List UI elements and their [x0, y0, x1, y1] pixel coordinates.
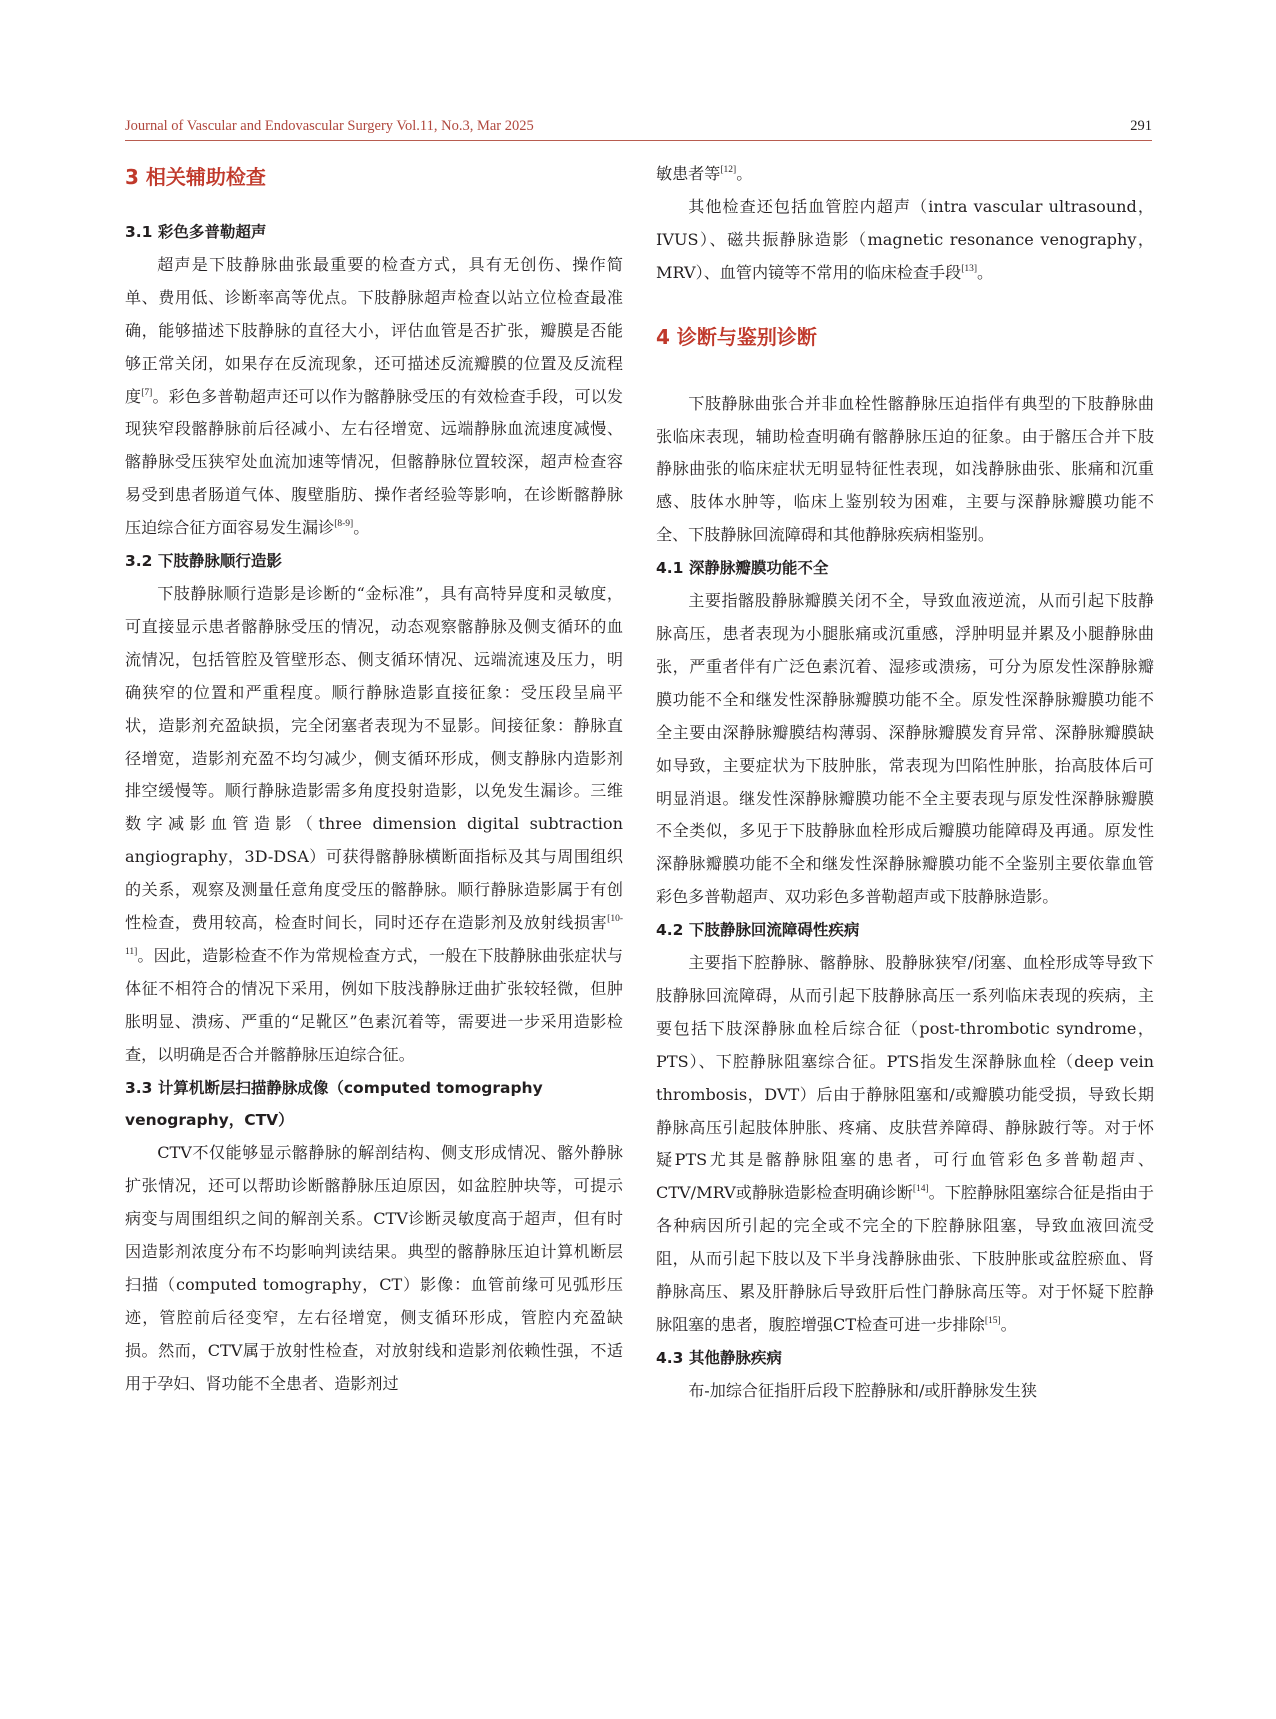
journal-citation: Journal of Vascular and Endovascular Surgery Vol.11, No.3, Mar 2025	[125, 118, 534, 134]
section-4-paragraph: 下肢静脉曲张合并非血栓性髂静脉压迫指伴有典型的下肢静脉曲张临床表现，辅助检查明确有髂静脉压迫的征象。由于髂压合并下肢静脉曲张的临床症状无明显特征性表现，如浅静脉曲张、胀痛和沉重感、肢体水肿等，临床上鉴别较为困难，主要与深静脉瓣膜功能不全、下肢静脉回流障碍和其他静脉疾病相鉴别。	[656, 393, 1154, 545]
citation[interactable]: [10-11]	[125, 914, 623, 957]
section-3-heading: 3 相关辅助检查	[125, 165, 266, 189]
section-3-2-paragraph: 下肢静脉顺行造影是诊断的“金标准”，具有高特异度和灵敏度，可直接显示患者髂静脉受压的情况，动态观察髂静脉及侧支循环的血流情况，包括管腔及管壁形态、侧支循环情况、远端流速及压力，明确狭窄的位置和严重程度。顺行静脉造影直接征象：受压段呈扁平状，造影剂充盈缺损，完全闭塞者表现为不显影。间接征象：静脉直径增宽，造影剂充盈不均匀减少，侧支循环形成，侧支静脉内造影剂排空缓慢等。顺行静脉造影需多角度投射造影，以免发生漏诊。三维数字减影血管造影（three dimension digital subtraction angiography，3D-DSA）可获得髂静脉横断面指标及其与周围组织的关系，观察及测量任意角度受压的髂静脉。顺行静脉造影属于有创性检查，费用较高，检查时间长，同时还存在造影剂及放射线损害[10-11]。因此，造影检查不作为常规检查方式，一般在下肢静脉曲张症状与体征不相符合的情况下采用，例如下肢浅静脉迂曲扩张较轻微，但肿胀明显、溃疡、严重的“足靴区”色素沉着等，需要进一步采用造影检查，以明确是否合并髂静脉压迫综合征。	[125, 583, 623, 1064]
citation[interactable]: [13]	[961, 263, 978, 274]
section-3-2-heading: 3.2 下肢静脉顺行造影	[125, 552, 282, 571]
citation[interactable]: [8-9]	[334, 519, 354, 530]
page-number: 291	[1130, 118, 1152, 134]
section-4-2-paragraph: 主要指下腔静脉、髂静脉、股静脉狭窄/闭塞、血栓形成等导致下肢静脉回流障碍，从而引起下肢静脉高压一系列临床表现的疾病，主要包括下肢深静脉血栓后综合征（post-thrombotic syndrome，PTS）、下腔静脉阻塞综合征。PTS指发生深静脉血栓（deep vein thrombosis，DVT）后由于静脉阻塞和/或瓣膜功能受损，导致长期静脉高压引起肢体肿胀、疼痛、皮肤营养障碍、静脉跛行等。对于怀疑PTS尤其是髂静脉阻塞的患者，可行血管彩色多普勒超声、CTV/MRV或静脉造影检查明确诊断[14]。下腔静脉阻塞综合征是指由于各种病因所引起的完全或不完全的下腔静脉阻塞，导致血液回流受阻，从而引起下肢以及下半身浅静脉曲张、下肢肿胀或盆腔瘀血、肾静脉高压、累及肝静脉后导致肝后性门静脉高压等。对于怀疑下腔静脉阻塞的患者，腹腔增强CT检查可进一步排除[15]。	[656, 953, 1154, 1334]
section-3-1-heading: 3.1 彩色多普勒超声	[125, 223, 267, 241]
continued-paragraph: 敏患者等[12]。	[656, 164, 753, 183]
citation[interactable]: [7]	[141, 387, 153, 398]
citation[interactable]: [12]	[720, 165, 737, 175]
citation[interactable]: [14]	[912, 1184, 929, 1195]
left-column	[125, 158, 623, 1401]
section-4-heading: 4 诊断与鉴别诊断	[656, 324, 817, 349]
section-3-3-heading: 3.3 计算机断层扫描静脉成像（computed tomography venography，CTV）	[125, 1078, 543, 1130]
citation[interactable]: [15]	[984, 1316, 1001, 1326]
section-4-3-heading: 4.3 其他静脉疾病	[656, 1348, 782, 1367]
section-3-1-paragraph: 超声是下肢静脉曲张最重要的检查方式，具有无创伤、操作简单、费用低、诊断率高等优点。下肢静脉超声检查以站立位检查最准确，能够描述下肢静脉的直径大小，评估血管是否扩张，瓣膜是否能够正常关闭，如果存在反流现象，还可描述反流瓣膜的位置及反流程度[7]。彩色多普勒超声还可以作为髂静脉受压的有效检查手段，可以发现狭窄段髂静脉前后径减小、左右径增宽、远端静脉血流速度减慢、髂静脉受压狭窄处血流加速等情况，但髂静脉位置较深，超声检查容易受到患者肠道气体、腹壁脂肪、操作者经验等影响，在诊断髂静脉压迫综合征方面容易发生漏诊[8-9]。	[125, 254, 624, 538]
section-4-3-paragraph: 布-加综合征指肝后段下腔静脉和/或肝静脉发生狭	[688, 1380, 1038, 1400]
right-column	[656, 158, 1154, 1408]
section-4-2-heading: 4.2 下肢静脉回流障碍性疾病	[656, 921, 860, 940]
section-4-1-heading: 4.1 深静脉瓣膜功能不全	[656, 559, 829, 578]
section-3-3-paragraph: CTV不仅能够显示髂静脉的解剖结构、侧支形成情况、髂外静脉扩张情况，还可以帮助诊断髂静脉压迫原因，如盆腔肿块等，可提示病变与周围组织之间的解剖关系。CTV诊断灵敏度高于超声，但有时因造影剂浓度分布不均影响判读结果。典型的髂静脉压迫计算机断层扫描（computed tomography，CT）影像：血管前缘可见弧形压迹，管腔前后径变窄，左右径增宽，侧支循环形成，管腔内充盈缺损。然而，CTV属于放射性检查，对放射线和造影剂依赖性强，不适用于孕妇、肾功能不全患者、造影剂过	[125, 1143, 623, 1393]
other-exams-paragraph: 其他检查还包括血管腔内超声（intra vascular ultrasound，IVUS）、磁共振静脉造影（magnetic resonance venography，MRV）、血管内镜等不常用的临床检查手段[13]。	[656, 196, 1154, 282]
section-4-1-paragraph: 主要指髂股静脉瓣膜关闭不全，导致血液逆流，从而引起下肢静脉高压，患者表现为小腿胀痛或沉重感，浮肿明显并累及小腿静脉曲张，严重者伴有广泛色素沉着、湿疹或溃疡，可分为原发性深静脉瓣膜功能不全和继发性深静脉瓣膜功能不全。原发性深静脉瓣膜功能不全主要由深静脉瓣膜结构薄弱、深静脉瓣膜发育异常、深静脉瓣膜缺如导致，主要症状为下肢肿胀，常表现为凹陷性肿胀，抬高肢体后可明显消退。继发性深静脉瓣膜功能不全主要表现与原发性深静脉瓣膜不全类似，多见于下肢静脉血栓形成后瓣膜功能障碍及再通。原发性深静脉瓣膜功能不全和继发性深静脉瓣膜功能不全鉴别主要依靠血管彩色多普勒超声、双功彩色多普勒超声或下肢静脉造影。	[656, 591, 1154, 907]
running-header	[125, 118, 1152, 141]
